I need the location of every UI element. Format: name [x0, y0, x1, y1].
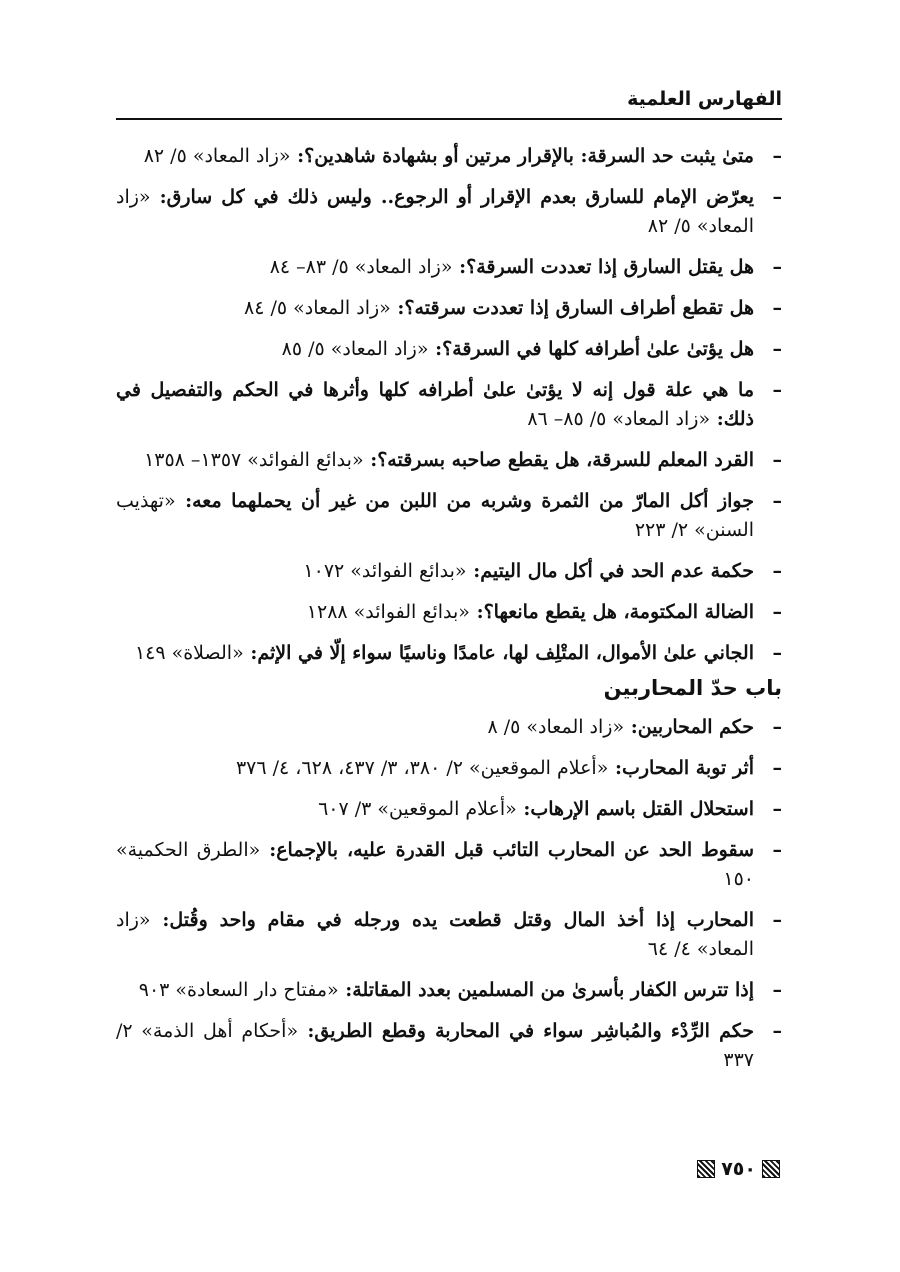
index-entry — [116, 183, 782, 241]
list-bullet: – — [772, 256, 782, 278]
index-entry — [116, 639, 782, 668]
ornament-icon — [697, 1160, 715, 1178]
list-bullet: – — [772, 490, 782, 512]
entry-reference: «مفتاح دار السعادة» ٩٠٣ — [138, 979, 339, 1001]
entry-reference: «تهذيب السنن» ٢/ ٢٢٣ — [116, 490, 754, 541]
index-entry — [116, 598, 782, 627]
entry-topic: أثر توبة المحارب: — [614, 757, 754, 779]
entry-reference: «زاد المعاد» ٥/ ٨٤ — [243, 297, 391, 319]
list-bullet: – — [772, 379, 782, 401]
entry-reference: «بدائع الفوائد» ١٢٨٨ — [306, 601, 470, 623]
section-heading: باب حدّ المحاربين — [603, 676, 782, 700]
list-bullet: – — [772, 601, 782, 623]
index-entry — [116, 446, 782, 475]
list-bullet: – — [772, 839, 782, 861]
index-entry — [116, 557, 782, 586]
index-entry — [116, 754, 782, 783]
list-bullet: – — [772, 979, 782, 1001]
entry-topic: هل يقتل السارق إذا تعددت السرقة؟: — [459, 256, 754, 278]
running-title: الفهارس العلمية — [627, 88, 782, 110]
list-bullet: – — [772, 560, 782, 582]
page-footer — [697, 1154, 780, 1184]
index-entry — [116, 376, 782, 434]
entry-topic: حكم المحاربين: — [630, 716, 754, 738]
list-bullet: – — [772, 297, 782, 319]
entry-reference: «أحكام أهل الذمة» ٢/ ٣٣٧ — [116, 1020, 754, 1071]
entry-topic: حكم الرِّدْء والمُباشِر سواء في المحاربة وقطع الطريق: — [307, 1020, 755, 1042]
index-entry — [116, 836, 782, 894]
list-bullet: – — [772, 145, 782, 167]
list-bullet: – — [772, 798, 782, 820]
index-entries — [116, 142, 782, 1087]
entry-reference: «زاد المعاد» ٤/ ٦٤ — [116, 909, 754, 960]
index-entry — [116, 487, 782, 545]
entry-topic: المحارب إذا أخذ المال وقتل قطعت يده ورجله في مقام واحد وقُتل: — [162, 909, 755, 931]
index-entry — [116, 294, 782, 323]
entry-reference: «زاد المعاد» ٥/ ٨٣– ٨٤ — [269, 256, 453, 278]
index-entry — [116, 1017, 782, 1075]
entry-reference: «زاد المعاد» ٥/ ٨٥– ٨٦ — [527, 408, 711, 430]
entry-topic: حكمة عدم الحد في أكل مال اليتيم: — [473, 560, 754, 582]
entry-reference: «أعلام الموقعين» ٢/ ٣٨٠، ٣/ ٤٣٧، ٦٢٨، ٤/ ٣٧٦ — [235, 757, 609, 779]
entry-topic: سقوط الحد عن المحارب التائب قبل القدرة عليه، بالإجماع: — [269, 839, 754, 861]
index-entry — [116, 976, 782, 1005]
entry-reference: «أعلام الموقعين» ٣/ ٦٠٧ — [318, 798, 517, 820]
index-entry — [116, 713, 782, 742]
page-number: ٧٥٠ — [721, 1158, 756, 1180]
list-bullet: – — [772, 449, 782, 471]
index-entry — [116, 142, 782, 171]
entry-topic: ما هي علة قول إنه لا يؤتىٰ علىٰ أطرافه كلها وأثرها في الحكم والتفصيل في ذلك: — [116, 379, 754, 430]
index-entry — [116, 335, 782, 364]
entry-reference: «زاد المعاد» ٥/ ٨٢ — [116, 186, 754, 237]
entry-topic: الضالة المكتومة، هل يقطع مانعها؟: — [476, 601, 754, 623]
page-header — [116, 86, 782, 120]
entry-reference: «بدائع الفوائد» ١٠٧٢ — [303, 560, 467, 582]
entry-topic: القرد المعلم للسرقة، هل يقطع صاحبه بسرقته؟: — [370, 449, 754, 471]
entry-topic: يعرّض الإمام للسارق بعدم الإقرار أو الرجوع.. وليس ذلك في كل سارق: — [159, 186, 754, 208]
list-bullet: – — [772, 186, 782, 208]
entry-topic: استحلال القتل باسم الإرهاب: — [523, 798, 754, 820]
entry-topic: الجاني علىٰ الأموال، المتْلِف لها، عامدًا وناسيًا سواء إلّا في الإثم: — [250, 642, 754, 664]
entry-topic: هل تقطع أطراف السارق إذا تعددت سرقته؟: — [397, 297, 754, 319]
list-bullet: – — [772, 338, 782, 360]
list-bullet: – — [772, 1020, 782, 1042]
entry-reference: «بدائع الفوائد» ١٣٥٧– ١٣٥٨ — [144, 449, 364, 471]
entry-reference: «زاد المعاد» ٥/ ٨ — [487, 716, 625, 738]
entry-reference: «زاد المعاد» ٥/ ٨٢ — [143, 145, 291, 167]
entry-reference: «الصلاة» ١٤٩ — [134, 642, 244, 664]
list-bullet: – — [772, 642, 782, 664]
entry-reference: «زاد المعاد» ٥/ ٨٥ — [281, 338, 429, 360]
list-bullet: – — [772, 716, 782, 738]
entry-topic: متىٰ يثبت حد السرقة: بالإقرار مرتين أو بشهادة شاهدين؟: — [297, 145, 754, 167]
index-entry — [116, 906, 782, 964]
list-bullet: – — [772, 757, 782, 779]
entry-topic: إذا تترس الكفار بأسرىٰ من المسلمين بعدد المقاتلة: — [345, 979, 754, 1001]
index-entry — [116, 253, 782, 282]
list-bullet: – — [772, 909, 782, 931]
entry-topic: هل يؤتىٰ علىٰ أطرافه كلها في السرقة؟: — [435, 338, 754, 360]
entry-reference: «الطرق الحكمية» ١٥٠ — [116, 839, 754, 890]
index-entry — [116, 795, 782, 824]
entry-topic: جواز أكل المارّ من الثمرة وشربه من اللبن من غير أن يحملهما معه: — [185, 490, 754, 512]
ornament-icon — [762, 1160, 780, 1178]
